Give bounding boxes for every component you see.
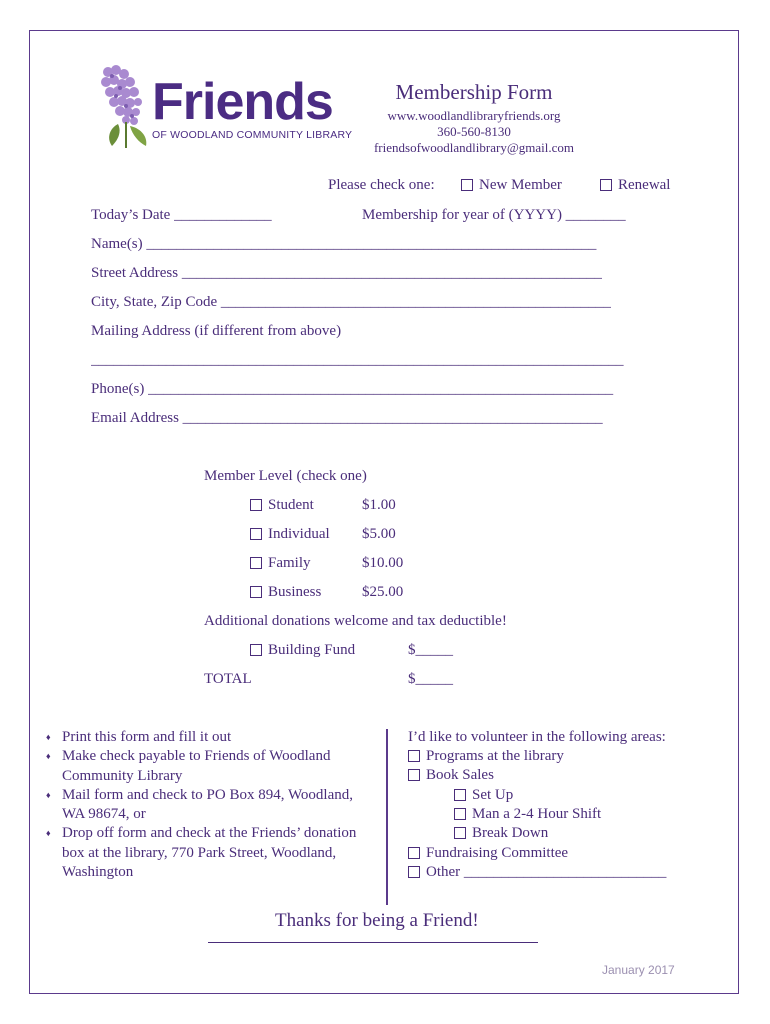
new-member-checkbox[interactable] <box>461 179 473 191</box>
level-price: $1.00 <box>362 497 396 513</box>
volunteer-heading: I’d like to volunteer in the following areas: <box>408 729 666 745</box>
check-one-label: Please check one: <box>328 177 435 193</box>
volunteer-label: Man a 2-4 Hour Shift <box>472 806 602 822</box>
phone-text: 360-560-8130 <box>437 124 511 139</box>
page-title: Membership Form <box>395 80 553 104</box>
setup-checkbox[interactable] <box>454 789 466 801</box>
renewal-option[interactable] <box>600 177 670 194</box>
email-text: friendsofwoodlandlibrary@gmail.com <box>373 140 575 155</box>
level-price: $25.00 <box>362 584 404 600</box>
breakdown-checkbox[interactable] <box>454 827 466 839</box>
mailing-address-label: Mailing Address (if different from above) <box>91 323 342 339</box>
student-checkbox[interactable] <box>250 499 262 511</box>
business-checkbox[interactable] <box>250 586 262 598</box>
mailing-address-field[interactable]: _______________________________________________________________________ <box>91 352 624 368</box>
level-name: Business <box>268 584 322 600</box>
level-business-option[interactable] <box>250 584 321 601</box>
level-price: $5.00 <box>362 526 396 542</box>
volunteer-setup-option[interactable] <box>454 786 513 805</box>
instruction-item: ♦ Mail form and check to PO Box 894, Woodland, WA 98674, or <box>46 786 364 825</box>
instruction-item: ♦ Print this form and fill it out <box>46 728 364 747</box>
volunteer-breakdown-option[interactable] <box>454 824 548 843</box>
thanks-message: Thanks for being a Friend! <box>275 910 479 931</box>
instruction-item: ♦ Make check payable to Friends of Woodland Community Library <box>46 747 364 786</box>
volunteer-label: Set Up <box>472 787 514 803</box>
building-fund-label: Building Fund <box>268 642 356 658</box>
form-date: January 2017 <box>602 963 675 977</box>
building-fund-amount[interactable]: $_____ <box>408 642 453 658</box>
volunteer-fundraising-option[interactable] <box>408 844 568 863</box>
level-individual-option[interactable] <box>250 526 330 543</box>
names-field[interactable]: Name(s) ____________________________________________________________ <box>91 236 597 252</box>
fundraising-checkbox[interactable] <box>408 847 420 859</box>
building-fund-option[interactable] <box>250 642 355 659</box>
website-text: www.woodlandlibraryfriends.org <box>387 108 561 123</box>
volunteer-label: Fundraising Committee <box>426 845 569 861</box>
level-price: $10.00 <box>362 555 404 571</box>
column-divider <box>386 729 388 905</box>
level-name: Family <box>268 555 311 571</box>
volunteer-other-label: Other ___________________________ <box>426 864 667 880</box>
total-label: TOTAL <box>204 671 252 687</box>
individual-checkbox[interactable] <box>250 528 262 540</box>
renewal-label: Renewal <box>618 177 671 193</box>
street-address-field[interactable]: Street Address ________________________________________________________ <box>91 265 602 281</box>
volunteer-other-option[interactable] <box>408 863 666 882</box>
todays-date-field[interactable]: Today’s Date _____________ <box>91 207 272 223</box>
volunteer-programs-option[interactable] <box>408 747 564 766</box>
instruction-item: ♦ Drop off form and check at the Friends’ donation box at the library, 770 Park Street, Woodland, Washington <box>46 824 364 882</box>
volunteer-book-sales-option[interactable] <box>408 766 494 785</box>
instructions-list <box>46 728 364 882</box>
membership-year-field[interactable]: Membership for year of (YYYY) ________ <box>362 207 626 223</box>
total-amount[interactable]: $_____ <box>408 671 453 687</box>
member-level-heading: Member Level (check one) <box>204 468 367 484</box>
level-student-option[interactable] <box>250 497 314 514</box>
logo-wordmark: Friends <box>152 73 333 131</box>
donations-note: Additional donations welcome and tax deductible! <box>204 613 507 629</box>
phone-field[interactable]: Phone(s) ______________________________________________________________ <box>91 381 614 397</box>
logo-subtitle: OF WOODLAND COMMUNITY LIBRARY <box>152 129 353 141</box>
new-member-option[interactable] <box>461 177 562 194</box>
new-member-label: New Member <box>479 177 562 193</box>
building-fund-checkbox[interactable] <box>250 644 262 656</box>
city-state-zip-field[interactable]: City, State, Zip Code ____________________________________________________ <box>91 294 611 310</box>
level-name: Individual <box>268 526 330 542</box>
level-family-option[interactable] <box>250 555 311 572</box>
renewal-checkbox[interactable] <box>600 179 612 191</box>
shift-checkbox[interactable] <box>454 808 466 820</box>
volunteer-label: Break Down <box>472 825 549 841</box>
volunteer-shift-option[interactable] <box>454 805 601 824</box>
header-block <box>360 80 588 156</box>
programs-checkbox[interactable] <box>408 750 420 762</box>
thanks-underline <box>208 942 538 943</box>
family-checkbox[interactable] <box>250 557 262 569</box>
lilac-logo-icon <box>96 62 158 150</box>
volunteer-label: Programs at the library <box>426 748 564 764</box>
other-checkbox[interactable] <box>408 866 420 878</box>
email-field[interactable]: Email Address ________________________________________________________ <box>91 410 603 426</box>
book-sales-checkbox[interactable] <box>408 769 420 781</box>
level-name: Student <box>268 497 314 513</box>
volunteer-label: Book Sales <box>426 767 494 783</box>
